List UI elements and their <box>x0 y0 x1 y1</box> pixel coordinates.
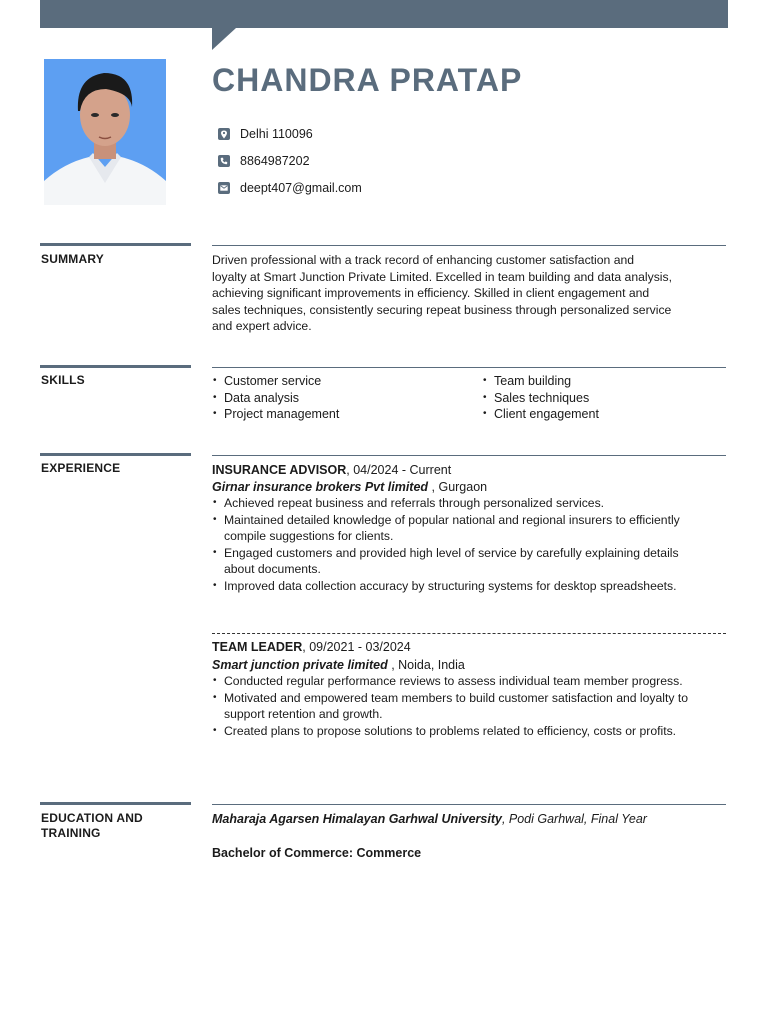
job-bullet: • Motivated and empowered team members to build customer satisfaction and loyalty to support retention and growth. <box>212 690 712 723</box>
job-separator <box>212 633 726 634</box>
education-entry <box>212 811 647 827</box>
summary-line: loyalty at Smart Junction Private Limited. Excelled in team building and data analysis, <box>212 269 672 284</box>
job-title: TEAM LEADER <box>212 640 303 654</box>
profile-photo <box>44 59 166 205</box>
education-location: , Podi Garhwal, <box>501 812 588 826</box>
contact-phone <box>218 154 310 168</box>
education-degree: Bachelor of Commerce: Commerce <box>212 846 422 860</box>
phone-icon <box>218 155 230 167</box>
job-bullet: • Conducted regular performance reviews to assess individual team member progress. <box>212 673 712 690</box>
job-dates: , 04/2024 - Current <box>346 463 452 477</box>
job-company-line <box>212 657 465 673</box>
job-company-line <box>212 479 487 495</box>
skill-item: • Customer service <box>212 373 339 390</box>
job-location: , Gurgaon <box>428 480 488 494</box>
summary-line: Driven professional with a track record of enhancing customer satisfaction and <box>212 253 635 267</box>
job-header <box>212 462 451 478</box>
skill-item: • Team building <box>482 373 599 390</box>
education-heading <box>41 811 143 841</box>
education-divider-left <box>40 802 191 805</box>
job-company: Girnar insurance brokers Pvt limited <box>212 480 429 494</box>
skills-list-left <box>212 373 339 423</box>
skill-item: • Sales techniques <box>482 390 599 407</box>
skill-item: • Project management <box>212 406 339 423</box>
job-bullet: • Improved data collection accuracy by structuring systems for desktop spreadsheets. <box>212 578 712 595</box>
skills-list-right <box>482 373 599 423</box>
experience-divider-right <box>212 455 726 456</box>
job-bullet: • Achieved repeat business and referrals through personalized services. <box>212 495 712 512</box>
header-bar <box>40 0 728 28</box>
candidate-name: CHANDRA PRATAP <box>212 62 523 98</box>
education-heading-line: EDUCATION AND <box>41 811 143 825</box>
contact-location <box>218 127 313 141</box>
job-bullet: • Engaged customers and provided high level of service by carefully explaining details about documents. <box>212 545 712 578</box>
skill-item: • Client engagement <box>482 406 599 423</box>
skill-item: • Data analysis <box>212 390 339 407</box>
contact-email <box>218 181 362 195</box>
job-dates: , 09/2021 - 03/2024 <box>302 640 411 654</box>
job-header <box>212 639 411 655</box>
summary-heading: SUMMARY <box>41 252 104 266</box>
email-icon <box>218 182 230 194</box>
job-bullets <box>212 673 712 739</box>
education-university: Maharaja Agarsen Himalayan Garhwal University <box>212 812 502 826</box>
experience-divider-left <box>40 453 191 456</box>
contact-location-text: Delhi 110096 <box>240 127 313 141</box>
summary-divider-left <box>40 243 191 246</box>
summary-text <box>212 252 728 335</box>
job-bullet: • Maintained detailed knowledge of popular national and regional insurers to efficiently compile suggestions for clients. <box>212 512 712 545</box>
job-bullet: • Created plans to propose solutions to problems related to efficiency, costs or profits. <box>212 723 712 740</box>
experience-heading: EXPERIENCE <box>41 461 121 475</box>
job-location: , Noida, India <box>387 658 465 672</box>
skills-divider-right <box>212 367 726 368</box>
contact-phone-text: 8864987202 <box>240 154 310 168</box>
education-heading-line: TRAINING <box>41 826 101 840</box>
skills-heading: SKILLS <box>41 373 85 387</box>
skills-divider-left <box>40 365 191 368</box>
summary-divider-right <box>212 245 726 246</box>
job-company: Smart junction private limited <box>212 658 388 672</box>
education-divider-right <box>212 804 726 805</box>
job-bullets <box>212 495 712 595</box>
summary-line: and expert advice. <box>212 319 312 334</box>
job-title: INSURANCE ADVISOR <box>212 463 347 477</box>
summary-line: achieving significant improvements in efficiency. Skilled in client engagement and <box>212 286 650 301</box>
contact-email-text: deept407@gmail.com <box>240 181 362 195</box>
header-notch <box>212 28 236 50</box>
summary-line: sales techniques, consistently securing repeat business through personalized service <box>212 302 672 317</box>
education-status: Final Year <box>587 812 647 826</box>
location-icon <box>218 128 230 140</box>
